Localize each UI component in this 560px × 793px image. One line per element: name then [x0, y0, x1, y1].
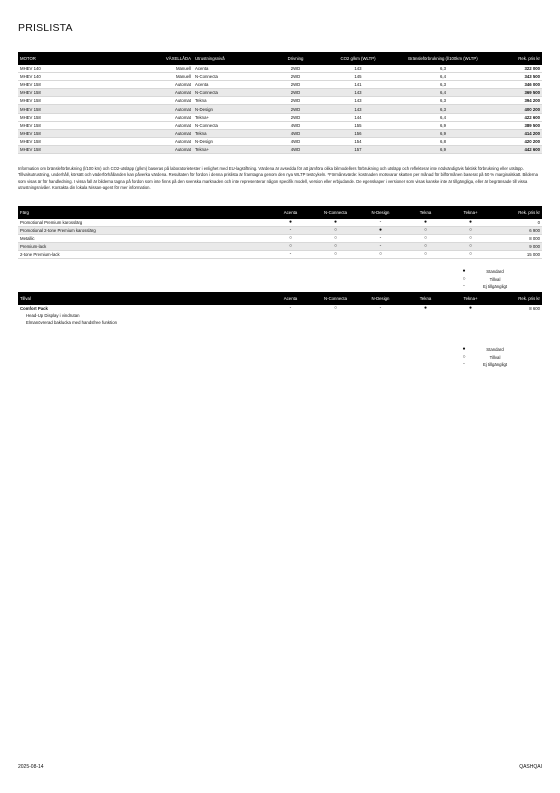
- table-cell: 2WD: [268, 81, 323, 89]
- table-cell: 322 000: [493, 65, 542, 73]
- table-cell: Tekna+: [193, 113, 268, 121]
- availability-cell: ●: [423, 305, 428, 312]
- price-cell: 15 000: [493, 251, 542, 259]
- color-name: Metallic: [18, 235, 268, 243]
- table-cell: 157: [323, 145, 393, 153]
- table-cell: 6,3: [393, 97, 493, 105]
- table-cell: 6,8: [393, 137, 493, 145]
- table-cell: 2WD: [268, 89, 323, 97]
- table-cell: Manuell: [143, 65, 193, 73]
- table-cell: 343 500: [493, 73, 542, 81]
- availability-cell: ○: [268, 243, 313, 251]
- price-cell: 0: [493, 219, 542, 227]
- table-cell: 2WD: [268, 65, 323, 73]
- availability-cell: ○: [403, 227, 448, 235]
- legend-row: [458, 361, 520, 369]
- availability-cell: ○: [313, 227, 358, 235]
- availability-cell: ○: [448, 227, 493, 235]
- colors-table: [18, 206, 542, 259]
- table-cell: MHEV 158: [18, 105, 143, 113]
- model-row: [18, 105, 542, 113]
- table-cell: MHEV 158: [18, 97, 143, 105]
- table-cell: 6,3: [393, 65, 493, 73]
- price-cell: 6 900: [493, 227, 542, 235]
- table-cell: MHEV 158: [18, 113, 143, 121]
- availability-cell: -: [358, 235, 403, 243]
- table-cell: MHEV 158: [18, 145, 143, 153]
- models-price-table: [18, 52, 542, 154]
- table-cell: 389 500: [493, 121, 542, 129]
- table-cell: Automat: [143, 105, 193, 113]
- legend-colors: [458, 268, 520, 291]
- filled-circle-icon: ●: [462, 268, 466, 274]
- table-cell: 442 600: [493, 145, 542, 153]
- availability-cell: ○: [403, 235, 448, 243]
- availability-cell: -: [379, 305, 382, 312]
- column-header: Tillval: [18, 292, 268, 305]
- column-header: N-Design: [358, 292, 403, 305]
- table-cell: 6,3: [393, 81, 493, 89]
- availability-cell: ○: [358, 251, 403, 259]
- color-row: [18, 251, 542, 259]
- column-header: CO2 g/km (WLTP): [323, 52, 393, 65]
- table-cell: Tekna+: [193, 145, 268, 153]
- legend-row: [458, 283, 520, 291]
- legend-options: [458, 346, 520, 369]
- model-row: [18, 81, 542, 89]
- empty-circle-icon: ○: [462, 353, 466, 360]
- color-name: Promotional 2-tone Premium karosslärg: [18, 227, 268, 235]
- column-header: Tekna+: [448, 206, 493, 219]
- footer-date: 2025-08-14: [18, 764, 44, 770]
- table-cell: 420 200: [493, 137, 542, 145]
- table-cell: N-Connecta: [193, 73, 268, 81]
- color-row: [18, 243, 542, 251]
- color-row: [18, 227, 542, 235]
- table-cell: 414 200: [493, 129, 542, 137]
- table-cell: Tekna: [193, 129, 268, 137]
- availability-cell: -: [268, 227, 313, 235]
- table-cell: 6,9: [393, 129, 493, 137]
- model-row: [18, 73, 542, 81]
- legend-row: [458, 354, 520, 362]
- table-cell: MHEV 158: [18, 129, 143, 137]
- availability-cell: -: [289, 305, 292, 312]
- availability-cell: ○: [448, 243, 493, 251]
- footer-model: QASHQAI: [519, 764, 542, 770]
- availability-cell: ○: [403, 251, 448, 259]
- option-item-row: [18, 319, 542, 326]
- table-cell: MHEV 158: [18, 121, 143, 129]
- legend-row: [458, 276, 520, 284]
- column-header: Tekna: [403, 292, 448, 305]
- table-cell: 4WD: [268, 121, 323, 129]
- availability-cell: ●: [268, 219, 313, 227]
- legend-label: Standard: [486, 347, 504, 352]
- availability-cell: ○: [448, 251, 493, 259]
- table-cell: 394 200: [493, 97, 542, 105]
- dash-icon: -: [463, 361, 465, 367]
- table-cell: 154: [323, 137, 393, 145]
- table-cell: 145: [323, 73, 393, 81]
- column-header: VÄXELLÅDA: [143, 52, 193, 65]
- table-cell: MHEV 158: [18, 81, 143, 89]
- legend-label: Ej tillgängligt: [482, 284, 508, 289]
- table-cell: 4WD: [268, 137, 323, 145]
- column-header: N-Design: [358, 206, 403, 219]
- page-title: PRISLISTA: [18, 22, 73, 34]
- availability-cell: ○: [448, 235, 493, 243]
- table-cell: 144: [323, 113, 393, 121]
- availability-cell: -: [358, 243, 403, 251]
- table-cell: 143: [323, 105, 393, 113]
- availability-cell: ○: [333, 305, 338, 312]
- table-cell: 2WD: [268, 105, 323, 113]
- column-header: MOTOR: [18, 52, 143, 65]
- table-cell: Automat: [143, 121, 193, 129]
- legend-label: Tillval: [489, 354, 501, 360]
- model-row: [18, 137, 542, 145]
- model-row: [18, 97, 542, 105]
- model-row: [18, 89, 542, 97]
- table-cell: N-Design: [193, 105, 268, 113]
- column-header: Bränsleförbrukning (l/100km (WLTP): [393, 52, 493, 65]
- availability-cell: -: [358, 219, 403, 227]
- color-row: [18, 235, 542, 243]
- availability-cell: ●: [468, 305, 473, 312]
- filled-circle-icon: ●: [462, 346, 466, 352]
- color-name: 2-tone Premium-lack: [18, 251, 268, 259]
- table-cell: 422 600: [493, 113, 542, 121]
- legend-label: Tillval: [489, 276, 501, 282]
- table-cell: Automat: [143, 129, 193, 137]
- table-cell: 2WD: [268, 73, 323, 81]
- option-item: Elmanövrerad bakluckа med handsfree funktion: [26, 320, 118, 326]
- empty-circle-icon: ○: [462, 275, 466, 282]
- table-cell: Automat: [143, 97, 193, 105]
- table-cell: MHEV 140: [18, 65, 143, 73]
- table-cell: N-Connecta: [193, 121, 268, 129]
- table-cell: 155: [323, 121, 393, 129]
- model-row: [18, 145, 542, 153]
- table-cell: 6,9: [393, 121, 493, 129]
- price-cell: 8 000: [493, 235, 542, 243]
- color-name: Premium-lack: [18, 243, 268, 251]
- table-cell: Automat: [143, 81, 193, 89]
- column-header: Rek. pris kr: [493, 292, 542, 305]
- table-cell: Tekna: [193, 97, 268, 105]
- table-cell: MHEV 158: [18, 137, 143, 145]
- table-cell: 156: [323, 129, 393, 137]
- table-cell: N-Design: [193, 137, 268, 145]
- availability-cell: ●: [403, 219, 448, 227]
- legend-row: [458, 346, 520, 354]
- column-header: Drivning: [268, 52, 323, 65]
- option-pack-row: [18, 305, 542, 312]
- column-header: N-Connecta: [313, 206, 358, 219]
- column-header: Rek. pris kr: [493, 52, 542, 65]
- availability-cell: ○: [268, 235, 313, 243]
- table-cell: 6,4: [393, 89, 493, 97]
- table-cell: Automat: [143, 89, 193, 97]
- color-row: [18, 219, 542, 227]
- availability-cell: ○: [313, 243, 358, 251]
- table-cell: 369 500: [493, 89, 542, 97]
- table-cell: Acenta: [193, 81, 268, 89]
- table-cell: MHEV 158: [18, 89, 143, 97]
- color-name: Promotional Premium karosslärg: [18, 219, 268, 227]
- options-table: [18, 292, 542, 326]
- column-header: Acenta: [268, 206, 313, 219]
- availability-cell: ○: [313, 235, 358, 243]
- model-row: [18, 121, 542, 129]
- table-cell: 6,4: [393, 113, 493, 121]
- table-cell: 2WD: [268, 113, 323, 121]
- column-header: Färg: [18, 206, 268, 219]
- table-cell: Automat: [143, 113, 193, 121]
- column-header: Utrustningsnivå: [193, 52, 268, 65]
- table-cell: 4WD: [268, 129, 323, 137]
- availability-cell: ○: [403, 243, 448, 251]
- table-cell: 346 000: [493, 81, 542, 89]
- table-cell: MHEV 140: [18, 73, 143, 81]
- model-row: [18, 129, 542, 137]
- table-cell: 143: [323, 97, 393, 105]
- legend-label: Ej tillgängligt: [482, 362, 508, 367]
- column-header: N-Connecta: [313, 292, 358, 305]
- option-item: Head-Up Display i vindrutan: [26, 313, 80, 319]
- table-cell: 141: [323, 81, 393, 89]
- price-cell: 9 000: [493, 243, 542, 251]
- table-cell: 400 200: [493, 105, 542, 113]
- model-row: [18, 65, 542, 73]
- table-cell: 6,3: [393, 105, 493, 113]
- availability-cell: ○: [313, 251, 358, 259]
- column-header: Acenta: [268, 292, 313, 305]
- table-cell: 4WD: [268, 145, 323, 153]
- table-cell: 6,9: [393, 145, 493, 153]
- table-cell: 143: [323, 65, 393, 73]
- table-cell: N-Connecta: [193, 89, 268, 97]
- table-cell: Automat: [143, 137, 193, 145]
- disclaimer-text: Information om bränsleförbrukning (l/100 km) och CO2-utsläpp (g/km) baseras på laboratorietester i enlighet med EU-lagstiftning. Värdena är avsedda för att jämföra olika bilmodellers förbrukning och utsläpp och reflekterar inte nödvändigtvis faktisk förbrukning eller utsläpp. Tillvalsutrustning, underhåll, körsätt och väderförhållanden kan påverka värdena. Resultaten för fordon i denna prislista är framtagna genom den nya WLTP testcykeln. *Förmånsvärde: kostnaden motsvarar skatten per månad för bilförmånen baserat på 50 % marginalskatt. Bilderna som visas är för handledning. I vissa fall är bilderna tagna på fordon som inte finns på den svenska marknaden och inte representerar någon specifik modell, version eller erbjudande. De egenskaper i versioner som visas kanske inte är tillgängliga, eller är begränsade till vissa utrustningsnivåer. Kontakta din lokala Nissan-agent för mer information.: [18, 166, 538, 190]
- legend-row: [458, 268, 520, 276]
- table-cell: 6,4: [393, 73, 493, 81]
- table-cell: Manuell: [143, 73, 193, 81]
- availability-cell: ●: [448, 219, 493, 227]
- table-cell: Automat: [143, 145, 193, 153]
- availability-cell: ●: [358, 227, 403, 235]
- dash-icon: -: [463, 283, 465, 289]
- availability-cell: -: [268, 251, 313, 259]
- legend-label: Standard: [486, 269, 504, 274]
- price-cell: 8 600: [529, 306, 540, 312]
- model-row: [18, 113, 542, 121]
- column-header: Rek. pris kr: [493, 206, 542, 219]
- option-item-row: [18, 312, 542, 319]
- option-pack-name: Comfort Pack: [20, 306, 48, 312]
- column-header: Tekna+: [448, 292, 493, 305]
- column-header: Tekna: [403, 206, 448, 219]
- availability-cell: ●: [313, 219, 358, 227]
- table-cell: 143: [323, 89, 393, 97]
- table-cell: 2WD: [268, 97, 323, 105]
- table-cell: Acenta: [193, 65, 268, 73]
